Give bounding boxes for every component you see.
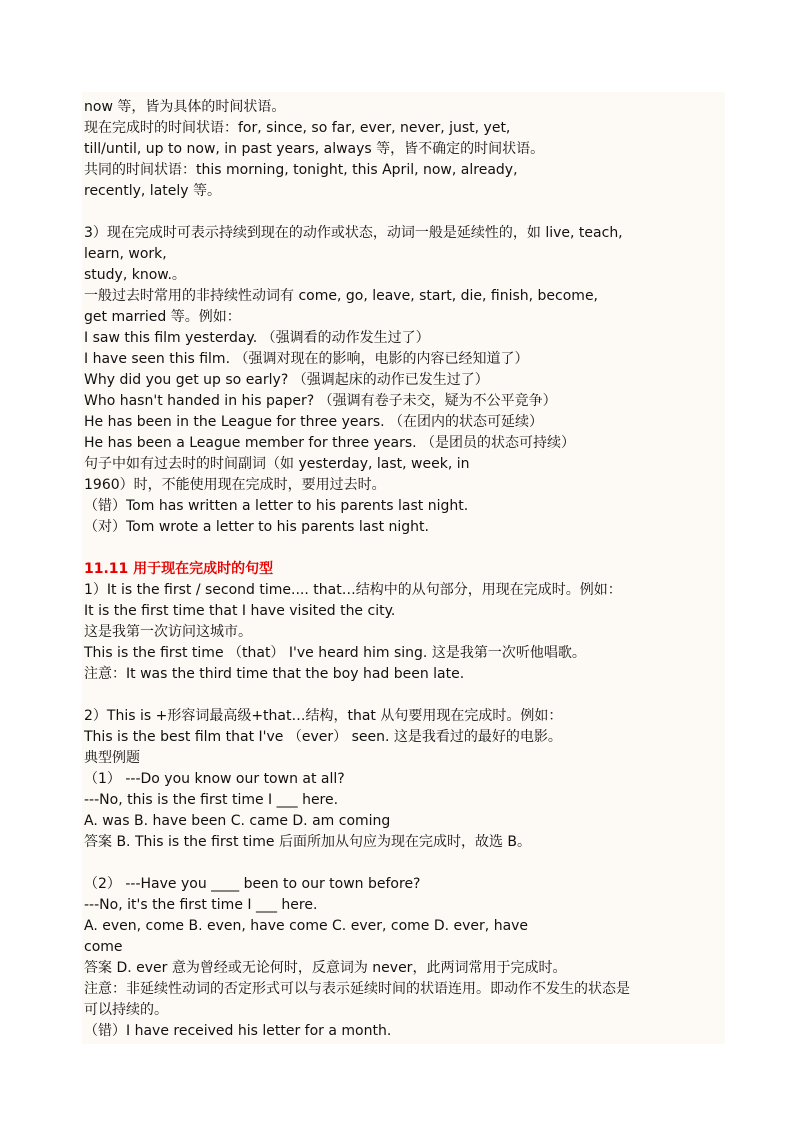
text-line: （错）I have received his letter for a month. (84, 1023, 392, 1039)
text-line: till/until, up to now, in past years, always 等，皆不确定的时间状语。 (84, 141, 545, 157)
text-line: Why did you get up so early? （强调起床的动作已发生过了） (84, 372, 489, 388)
text-line: come (84, 939, 123, 955)
text-line: He has been a League member for three years. （是团员的状态可持续） (84, 435, 576, 451)
text-line: 这是我第一次访问这城市。 (84, 624, 252, 640)
text-line: get married 等。例如： (84, 309, 241, 325)
text-line: 句子中如有过去时的时间副词（如 yesterday, last, week, in (84, 456, 470, 472)
text-line: 一般过去时常用的非持续性动词有 come, go, leave, start, die, finish, become, (84, 288, 599, 304)
text-line: It is the first time that I have visited the city. (84, 603, 396, 619)
text-line: ---No, this is the first time I ___ here. (84, 792, 339, 808)
text-line: now 等，皆为具体的时间状语。 (84, 99, 286, 115)
text-line: 1）It is the first / second time.... that…结构中的从句部分，用现在完成时。例如： (84, 582, 622, 598)
text-line: 典型例题 (84, 750, 140, 766)
text-line: 可以持续的。 (84, 1002, 168, 1018)
text-line: （2） ---Have you ____ been to our town before? (84, 876, 421, 892)
text-line: 现在完成时的时间状语：for, since, so far, ever, never, just, yet, (84, 120, 511, 136)
text-line: He has been in the League for three years. （在团内的状态可延续） (84, 414, 544, 430)
text-line: 3）现在完成时可表示持续到现在的动作或状态，动词一般是延续性的，如 live, teach, (84, 225, 623, 241)
text-line: 注意：It was the third time that the boy had been late. (84, 666, 465, 682)
text-line: 2）This is +形容词最高级+that…结构，that 从句要用现在完成时。例如： (84, 708, 563, 724)
text-line: 注意：非延续性动词的否定形式可以与表示延续时间的状语连用。即动作不发生的状态是 (84, 981, 630, 997)
text-line: recently, lately 等。 (84, 183, 222, 199)
text-line: 1960）时，不能使用现在完成时，要用过去时。 (84, 477, 386, 493)
text-line: This is the first time （that） I've heard him sing. 这是我第一次听他唱歌。 (84, 645, 586, 661)
text-line: ---No, it's the first time I ___ here. (84, 897, 318, 913)
text-line: （1） ---Do you know our town at all? (84, 771, 345, 787)
text-line: A. even, come B. even, have come C. ever, come D. ever, have (84, 918, 529, 934)
text-line: Who hasn't handed in his paper? （强调有卷子未交，疑为不公平竞争） (84, 393, 557, 409)
text-line: study, know.。 (84, 267, 186, 283)
text-line: 共同的时间状语：this morning, tonight, this April, now, already, (84, 162, 518, 178)
text-line: I have seen this film. （强调对现在的影响，电影的内容已经知道了） (84, 351, 529, 367)
text-line: 答案 D. ever 意为曾经或无论何时，反意词为 never，此两词常用于完成时。 (84, 960, 567, 976)
text-line: 答案 B. This is the first time 后面所加从句应为现在完成时，故选 B。 (84, 834, 532, 850)
section-heading: 11.11 用于现在完成时的句型 (84, 561, 274, 577)
text-line: （错）Tom has written a letter to his parents last night. (84, 498, 469, 514)
text-line: learn, work, (84, 246, 167, 262)
text-line: I saw this film yesterday. （强调看的动作发生过了） (84, 330, 430, 346)
text-line: This is the best film that I've （ever） seen. 这是我看过的最好的电影。 (84, 729, 562, 745)
text-line: A. was B. have been C. came D. am coming (84, 813, 391, 829)
text-line: （对）Tom wrote a letter to his parents last night. (84, 519, 429, 535)
